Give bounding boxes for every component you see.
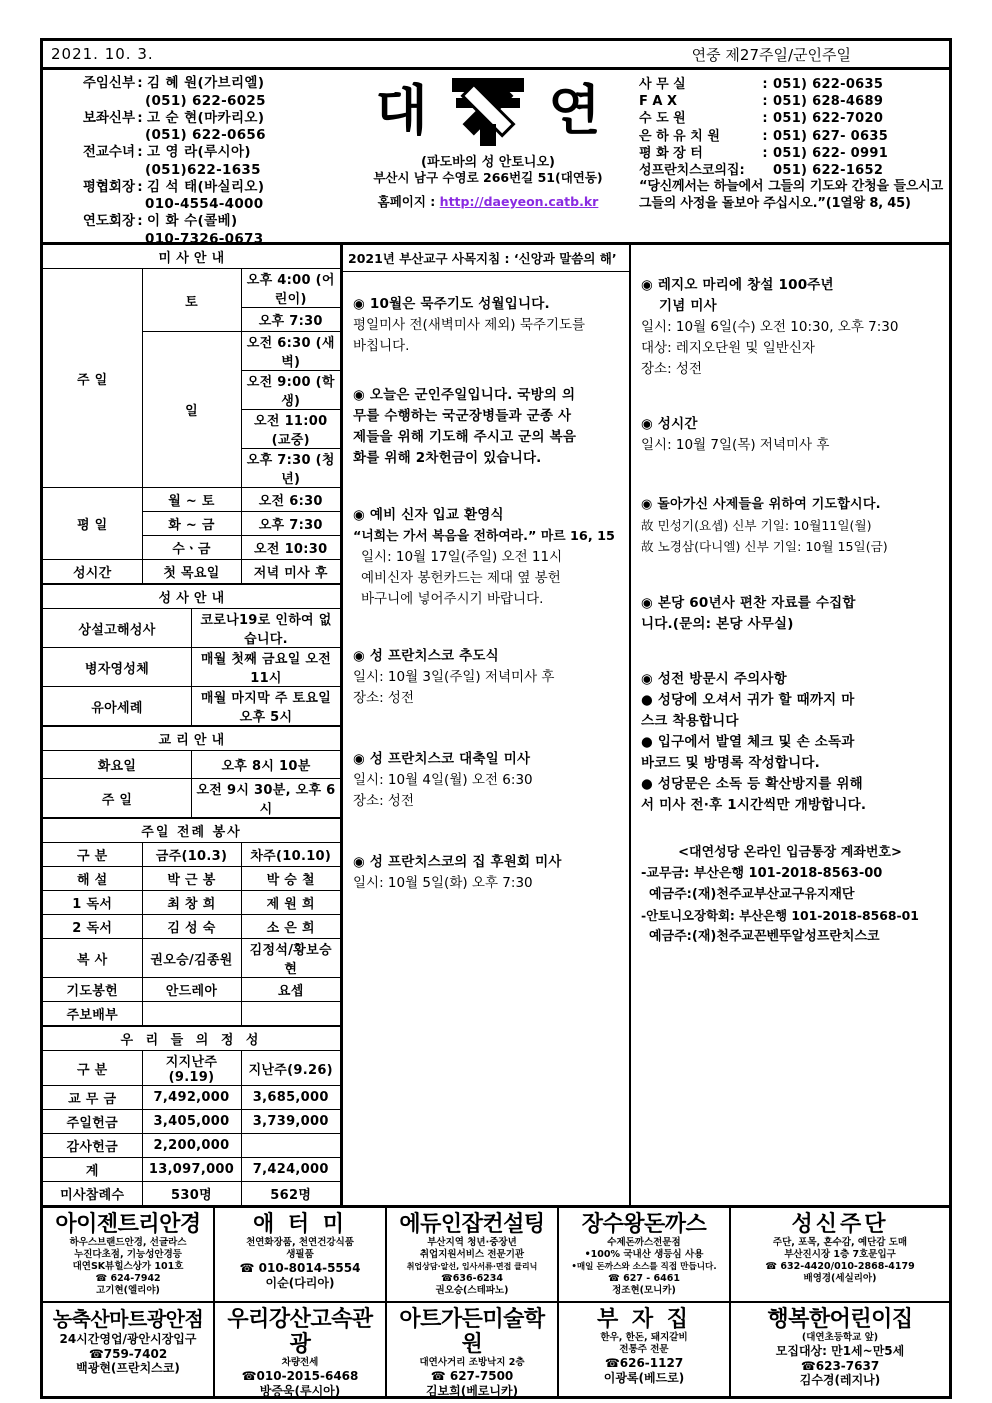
ad-contact-person: 이순(다리아) xyxy=(265,1275,335,1290)
announcement-bullet-line: ● 입구에서 발열 체크 및 손 소독과 xyxy=(641,734,855,750)
cross-emblem-icon xyxy=(438,76,538,150)
announcement-bullet-line: 서 미사 전·후 1시간씩만 개방합니다. xyxy=(641,797,867,813)
ad-card[interactable] xyxy=(731,1303,949,1396)
ad-line: •매일 돈까스와 소스를 직접 만듭니다. xyxy=(571,1262,717,1272)
offering-label: 계 xyxy=(43,1158,142,1182)
contact-name: 고 영 라(루시아) xyxy=(147,144,251,160)
liturgy-next-week: 소 은 희 xyxy=(241,915,340,939)
announcement-title: ◉ 레지오 마리에 창설 100주년 xyxy=(641,277,834,293)
ad-card[interactable] xyxy=(387,1208,559,1301)
liturgy-this-week: 안드레아 xyxy=(142,978,241,1002)
ad-line: 생필품 xyxy=(286,1249,314,1260)
homepage-link[interactable]: http://daeyeon.catb.kr xyxy=(439,194,599,209)
announcement-line: 바칩니다. xyxy=(353,338,410,354)
announcement-quote: “너희는 가서 복음을 전하여라.” 마르 16, 15 xyxy=(353,529,615,544)
contact-name: 고 순 현(마카리오) xyxy=(147,109,265,126)
announcement-line: 故 민성기(요셉) 신부 기일: 10월11일(월) xyxy=(641,518,872,533)
ad-business-name: 우리강산고속관광 xyxy=(227,1307,373,1357)
ad-contact-person: 김보희(베로니카) xyxy=(425,1383,519,1396)
colon: : xyxy=(762,128,768,144)
offering-header-1: 지지난주(9.19) xyxy=(142,1051,241,1086)
announcement-title: ◉ 성시간 xyxy=(641,416,698,432)
ad-line: 차량전세 xyxy=(281,1357,319,1368)
table-row xyxy=(43,939,340,978)
liturgy-this-week: 김 성 숙 xyxy=(142,915,241,939)
doctrine-label: 주 일 xyxy=(43,779,192,818)
ad-phone: ☎ 627 - 6461 xyxy=(608,1273,680,1284)
liturgy-this-week: 권오승/김종원 xyxy=(142,939,241,978)
announcement-line: 무를 수행하는 국군장병들과 군종 사 xyxy=(353,408,572,424)
announcement-bullet-line: 바코드 및 방명록 작성합니다. xyxy=(641,755,820,771)
ad-line: 한우, 한돈, 돼지갈비 xyxy=(600,1332,688,1343)
ad-card[interactable] xyxy=(43,1208,215,1301)
offering-label: 미사참례수 xyxy=(43,1182,142,1206)
mass-time: 저녁 미사 후 xyxy=(241,560,340,584)
announcement-title: ◉ 10월은 묵주기도 성월입니다. xyxy=(353,296,550,312)
ad-card[interactable] xyxy=(215,1303,387,1396)
ad-phone: ☎ 624-7942 xyxy=(95,1273,161,1284)
ad-business-name: 아트가든미술학원 xyxy=(399,1307,545,1357)
bulletin-header xyxy=(43,70,949,245)
liturgy-role: 2 독서 xyxy=(43,915,142,939)
office-row xyxy=(639,76,943,93)
doctrine-value: 오후 8시 10분 xyxy=(192,751,341,779)
contact-row xyxy=(49,144,339,162)
contact-phone: 010-4554-4000 xyxy=(145,196,264,212)
table-row xyxy=(43,891,340,915)
bank-account-block xyxy=(641,842,939,947)
ad-business-name: 농축산마트광안점 xyxy=(52,1307,204,1331)
liturgy-role: 주보배부 xyxy=(43,1002,142,1026)
announcement-title: ◉ 오늘은 군인주일입니다. 국방의 의 xyxy=(353,387,576,403)
offering-label: 주일헌금 xyxy=(43,1110,142,1134)
mass-day: 화 ~ 금 xyxy=(142,512,241,536)
announcement-item xyxy=(353,646,619,709)
announcement-line: 故 노경삼(다니엘) 신부 기일: 10월 15일(금) xyxy=(641,539,888,554)
liturgy-next-week: 요셉 xyxy=(241,978,340,1002)
offering-section-title: 우 리 들 의 정 성 xyxy=(43,1027,340,1051)
liturgy-header-2: 차주(10.10) xyxy=(241,843,340,867)
announcement-line: 제들을 위해 기도해 주시고 군의 복음 xyxy=(353,429,577,445)
table-row xyxy=(43,609,340,648)
ad-line: 수제돈까스전문점 xyxy=(607,1237,681,1248)
contact-phone: 010-7326-0673 xyxy=(145,230,264,247)
announcement-item xyxy=(641,414,939,456)
offering-header-2: 지난주(9.26) xyxy=(241,1051,340,1086)
doctrine-table xyxy=(43,726,340,818)
liturgy-next-week xyxy=(241,1002,340,1026)
table-header-row xyxy=(43,1051,340,1086)
ad-line: 하우스브랜드안경, 선글라스 xyxy=(69,1237,187,1248)
announcements-middle-column xyxy=(343,245,631,1205)
office-phone: 051) 622-0635 xyxy=(773,77,884,92)
liturgy-this-week xyxy=(142,1002,241,1026)
table-row xyxy=(43,1002,340,1026)
announcement-item xyxy=(641,275,939,380)
announcement-line: 평일미사 전(새벽미사 제외) 묵주기도를 xyxy=(353,317,586,333)
mass-day: 수ㆍ금 xyxy=(142,536,241,560)
announcement-title: ◉ 성 프란치스코의 집 후원회 미사 xyxy=(353,854,562,870)
ad-line: 취업상담·알선, 입사서류·면접 클리닉 xyxy=(406,1262,538,1271)
office-contacts xyxy=(633,70,949,242)
contact-name: 김 석 태(바실리오) xyxy=(147,178,265,195)
office-phone: 051) 622- 0991 xyxy=(773,145,889,161)
liturgy-section-title: 주일 전례 봉사 xyxy=(43,819,340,843)
table-row xyxy=(43,751,340,779)
mass-time: 오전 6:30 xyxy=(241,488,340,512)
contact-row xyxy=(49,179,339,197)
table-row xyxy=(43,1110,340,1134)
ad-contact-person: 백광현(프란치스코) xyxy=(76,1361,180,1375)
mass-time: 오전 11:00 (교중) xyxy=(241,410,340,449)
table-row xyxy=(43,1134,340,1158)
contact-name: 이 화 수(콜베) xyxy=(147,213,238,229)
contact-label: 연도회장 xyxy=(82,213,135,229)
announcement-line: 대상: 레지오단원 및 일반신자 xyxy=(641,340,815,356)
contact-label: 평협회장 xyxy=(82,178,135,195)
table-header-row xyxy=(43,843,340,867)
mass-day: 토 xyxy=(142,269,241,332)
ad-line: (대연초등학교 앞) xyxy=(801,1332,879,1343)
schedule-column xyxy=(43,245,343,1205)
sacrament-section-title: 성 사 안 내 xyxy=(43,585,340,609)
announcement-line: 장소: 성전 xyxy=(353,690,415,706)
colon: : xyxy=(137,178,143,195)
sunday-title: 연중 제27주일/군인주일 xyxy=(691,45,851,64)
sacrament-value: 매월 마지막 주 토요일 오후 5시 xyxy=(192,687,341,726)
mass-time: 오전 9:00 (학생) xyxy=(241,371,340,410)
account-title: <대연성당 온라인 입금통장 계좌번호> xyxy=(678,845,902,860)
colon: : xyxy=(137,144,143,160)
office-row xyxy=(639,145,943,162)
colon: : xyxy=(137,213,143,229)
logo-char-dae: 대 xyxy=(375,79,428,142)
contact-label: 보좌신부 xyxy=(82,109,135,126)
announcement-line: 일시: 10월 3일(주일) 저녁미사 후 xyxy=(353,669,555,685)
mass-time: 오후 7:30 xyxy=(241,308,340,332)
sacrament-value: 매월 첫째 금요일 오전 11시 xyxy=(192,648,341,687)
sacrament-label: 상설고해성사 xyxy=(43,609,192,648)
mass-schedule-table xyxy=(43,245,340,584)
announcement-item xyxy=(641,669,939,816)
colon: : xyxy=(762,94,768,110)
ad-phone: ☎ 627-7500 xyxy=(430,1369,514,1383)
colon: : xyxy=(762,145,768,161)
announcement-line: 일시: 10월 7일(목) 저녁미사 후 xyxy=(641,437,830,453)
table-row xyxy=(43,915,340,939)
ad-business-name: 성신주단 xyxy=(791,1212,889,1237)
offering-header-0: 구 분 xyxy=(43,1051,142,1086)
ad-phone: ☎ 010-8014-5554 xyxy=(239,1261,361,1275)
announcement-item xyxy=(353,505,619,610)
table-row xyxy=(43,867,340,891)
account-line: -안토니오장학회: 부산은행 101-2018-8568-01 xyxy=(641,908,919,923)
announcement-line: 일시: 10월 6일(수) 오전 10:30, 오후 7:30 xyxy=(641,319,899,335)
announcement-title: ◉ 성 프란치스코 대축일 미사 xyxy=(353,751,531,767)
homepage-label: 홈페이지 : xyxy=(377,194,436,209)
office-phone: 051) 622-7020 xyxy=(773,111,884,127)
liturgy-header-0: 구 분 xyxy=(43,843,142,867)
liturgy-next-week: 박 승 철 xyxy=(241,867,340,891)
announcement-title: ◉ 돌아가신 사제들을 위하여 기도합시다. xyxy=(641,497,881,512)
announcement-bullet-line: 스크 착용합니다 xyxy=(641,713,739,729)
doctrine-section-title: 교 리 안 내 xyxy=(43,727,340,751)
table-row xyxy=(43,488,340,512)
table-row xyxy=(43,1086,340,1110)
announcement-item xyxy=(353,294,619,357)
sacrament-value: 코로나19로 인하여 없습니다. xyxy=(192,609,341,648)
liturgy-role: 해 설 xyxy=(43,867,142,891)
office-row xyxy=(639,93,943,110)
liturgy-role: 1 독서 xyxy=(43,891,142,915)
office-phone: 051) 627- 0635 xyxy=(773,128,889,144)
announcement-item xyxy=(353,749,619,812)
ad-phone: ☎ 632-4420/010-2868-4179 xyxy=(765,1261,915,1272)
contact-label: 전교수녀 xyxy=(82,144,135,160)
sacrament-table xyxy=(43,584,340,726)
offering-prev1 xyxy=(241,1134,340,1158)
parish-contacts xyxy=(43,70,343,247)
announcement-title: ◉ 예비 신자 입교 환영식 xyxy=(353,507,504,523)
office-label: 수 도 원 xyxy=(639,111,686,127)
mass-time: 오전 10:30 xyxy=(241,536,340,560)
ad-phone: ☎626-1127 xyxy=(604,1356,684,1370)
offering-prev1: 3,739,000 xyxy=(241,1110,340,1134)
table-row xyxy=(43,269,340,308)
ad-business-name: 애 터 미 xyxy=(252,1212,348,1237)
office-label: F A X xyxy=(639,94,678,110)
colon: : xyxy=(762,77,768,92)
offering-table xyxy=(43,1026,340,1205)
ad-contact-person: 배영경(세실리아) xyxy=(803,1273,877,1284)
offering-prev1: 3,685,000 xyxy=(241,1086,340,1110)
colon: : xyxy=(137,109,143,126)
liturgy-this-week: 박 근 봉 xyxy=(142,867,241,891)
sacrament-label: 병자영성체 xyxy=(43,648,192,687)
offering-prev2: 530명 xyxy=(142,1182,241,1206)
ad-contact-person: 권오승(스테파노) xyxy=(435,1285,509,1296)
office-label: 사 무 실 xyxy=(639,77,686,92)
account-line: -교무금: 부산은행 101-2018-8563-00 xyxy=(641,866,883,881)
office-label: 성프란치스코의집: xyxy=(639,163,745,179)
office-row xyxy=(639,110,943,127)
ad-business-name: 부 자 집 xyxy=(596,1307,692,1332)
contact-row xyxy=(49,75,339,93)
announcement-line: 일시: 10월 17일(주일) 오전 11시 xyxy=(361,549,563,565)
homepage-row xyxy=(343,192,633,210)
liturgy-next-week: 김정석/황보승현 xyxy=(241,939,340,978)
table-row xyxy=(43,1182,340,1206)
ad-line: 전통주 전문 xyxy=(619,1344,669,1355)
doctrine-label: 화요일 xyxy=(43,751,192,779)
announcement-line: 일시: 10월 4일(월) 오전 6:30 xyxy=(353,772,533,788)
mass-section-title: 미 사 안 내 xyxy=(43,245,340,269)
announcement-title: ◉ 성 프란치스코 추도식 xyxy=(353,648,499,664)
contact-name: 김 혜 원(가브리엘) xyxy=(147,75,265,91)
ad-line: •100% 국내산 생등심 사용 xyxy=(584,1249,704,1260)
parish-address: 부산시 남구 수영로 266번길 51(대연동) xyxy=(373,170,603,185)
ad-line: 대연사거리 조방낙지 2층 xyxy=(419,1357,525,1368)
offering-prev2: 2,200,000 xyxy=(142,1134,241,1158)
contact-phone: (051) 622-0656 xyxy=(145,127,266,143)
announcements-right-column xyxy=(631,245,949,1205)
announcement-line: 장소: 성전 xyxy=(353,793,415,809)
contact-row xyxy=(49,213,339,231)
ad-business-name: 에듀인잡컨설팅 xyxy=(399,1212,545,1237)
liturgy-this-week: 최 창 희 xyxy=(142,891,241,915)
announcement-line: 일시: 10월 5일(화) 오후 7:30 xyxy=(353,875,533,891)
date-bar xyxy=(43,41,949,70)
mass-day: 일 xyxy=(142,332,241,488)
announcement-title: ◉ 성전 방문시 주의사항 xyxy=(641,671,787,687)
announcement-bullet-line: ● 성당문은 소독 등 확산방지를 위해 xyxy=(641,776,863,792)
ad-card[interactable] xyxy=(559,1303,731,1396)
ad-business-name: 장수왕돈까스 xyxy=(581,1212,707,1237)
announcement-title-cont: 니다.(문의: 본당 사무실) xyxy=(641,616,794,632)
colon: : xyxy=(137,75,143,91)
ad-card[interactable] xyxy=(43,1303,215,1396)
parish-identity xyxy=(343,70,633,242)
office-phone: 051) 628-4689 xyxy=(773,94,884,110)
ad-line: 주단, 포목, 혼수감, 예단감 도매 xyxy=(772,1237,908,1248)
mass-group: 주 일 xyxy=(43,269,142,488)
liturgy-role: 복 사 xyxy=(43,939,142,978)
contact-phone: (051)622-1635 xyxy=(145,161,261,178)
ad-line: 24시간영업/광안시장입구 xyxy=(59,1332,197,1346)
liturgy-next-week: 제 원 희 xyxy=(241,891,340,915)
ad-phone: ☎636-6234 xyxy=(440,1273,504,1284)
ad-contact-person: 방증욱(루시아) xyxy=(259,1383,341,1396)
mass-day: 월 ~ 토 xyxy=(142,488,241,512)
office-row xyxy=(639,162,943,179)
table-row xyxy=(43,1158,340,1182)
office-row xyxy=(639,128,943,145)
offering-label: 감사헌금 xyxy=(43,1134,142,1158)
table-row xyxy=(43,648,340,687)
ad-card[interactable] xyxy=(387,1303,559,1396)
announcement-line: 바구니에 넣어주시기 바랍니다. xyxy=(361,591,544,607)
announcement-line: 예비신자 봉헌카드는 제대 옆 봉헌 xyxy=(361,570,561,586)
mass-day: 첫 목요일 xyxy=(142,560,241,584)
ad-contact-person: 이광록(베드로) xyxy=(603,1370,685,1385)
mass-group: 평 일 xyxy=(43,488,142,560)
mass-time: 오후 7:30 xyxy=(241,512,340,536)
account-line: 예금주:(재)천주교꼰벤뚜알성프란치스코 xyxy=(649,929,880,944)
announcement-line: 화를 위해 2차헌금이 있습니다. xyxy=(353,450,542,466)
mass-time: 오후 7:30 (청년) xyxy=(241,449,340,488)
contact-phone: (051) 622-6025 xyxy=(145,92,266,109)
office-label: 은 하 유 치 원 xyxy=(639,128,720,144)
advertisement-section xyxy=(43,1208,949,1396)
ad-line: 천연화장품, 천연건강식품 xyxy=(246,1237,354,1248)
offering-prev2: 13,097,000 xyxy=(142,1158,241,1182)
ad-row-2 xyxy=(43,1303,949,1396)
ad-business-name: 행복한어린이집 xyxy=(767,1307,913,1332)
ad-line: 부산진시장 1층 7호문입구 xyxy=(784,1249,896,1260)
table-row xyxy=(43,687,340,726)
pastoral-theme-banner: 2021년 부산교구 사목지침 : ‘신앙과 말씀의 해’ xyxy=(343,245,629,272)
announcement-item xyxy=(641,494,939,557)
ad-card[interactable] xyxy=(559,1208,731,1301)
sacrament-label: 유아세례 xyxy=(43,687,192,726)
office-label: 평 화 장 터 xyxy=(639,145,703,161)
liturgy-header-1: 금주(10.3) xyxy=(142,843,241,867)
contact-label: 주임신부 xyxy=(82,75,135,91)
colon xyxy=(759,162,771,179)
ad-phone: ☎010-2015-6468 xyxy=(241,1369,359,1383)
ad-line: 모집대상: 만1세~만5세 xyxy=(775,1344,905,1358)
ad-contact-person: 정조현(모니카) xyxy=(612,1285,676,1296)
bulletin-frame xyxy=(40,38,952,1399)
colon: : xyxy=(762,111,768,127)
doctrine-value: 오전 9시 30분, 오후 6시 xyxy=(192,779,341,818)
offering-prev1: 562명 xyxy=(241,1182,340,1206)
ad-contact-person: 고기현(엘리야) xyxy=(96,1285,160,1296)
ad-contact-person: 김수경(레지나) xyxy=(799,1373,881,1387)
account-line: 예금주:(재)천주교부산교구유지재단 xyxy=(649,887,855,902)
announcement-item xyxy=(353,385,619,469)
table-row xyxy=(43,779,340,818)
offering-prev2: 7,492,000 xyxy=(142,1086,241,1110)
scripture-quote: “당신께서는 하늘에서 그들의 기도와 간청을 들으시고 그들의 사정을 돌보아 주십시오.”(1열왕 8, 45) xyxy=(639,179,943,211)
table-row xyxy=(43,560,340,584)
ad-line: 부산지역 청년·중장년 xyxy=(427,1237,517,1248)
logo-char-yeon: 연 xyxy=(548,79,601,142)
ad-row-1 xyxy=(43,1208,949,1303)
mass-time: 오전 6:30 (새벽) xyxy=(241,332,340,371)
ad-business-name: 아이젠트리안경 xyxy=(55,1212,201,1237)
office-phone: 051) 622-1652 xyxy=(773,163,884,179)
ad-phone: ☎623-7637 xyxy=(800,1358,880,1373)
ad-line: 누진다초점, 기능성안경등 xyxy=(74,1249,182,1260)
ad-card[interactable] xyxy=(731,1208,949,1301)
announcement-bullet-line: ● 성당에 오셔서 귀가 할 때까지 마 xyxy=(641,692,855,708)
table-row xyxy=(43,978,340,1002)
liturgy-service-table xyxy=(43,818,340,1026)
announcement-item xyxy=(641,593,939,635)
ad-line: 취업지원서비스 전문기관 xyxy=(419,1249,525,1260)
ad-card[interactable] xyxy=(215,1208,387,1301)
mass-group: 성시간 xyxy=(43,560,142,584)
announcement-item xyxy=(353,852,619,894)
offering-prev1: 7,424,000 xyxy=(241,1158,340,1182)
announcement-line: 장소: 성전 xyxy=(641,361,703,377)
ad-phone: ☎759-7402 xyxy=(88,1346,168,1361)
parish-logo xyxy=(343,72,633,154)
liturgy-role: 기도봉헌 xyxy=(43,978,142,1002)
offering-prev2: 3,405,000 xyxy=(142,1110,241,1134)
announcement-title: ◉ 본당 60년사 편찬 자료를 수집합 xyxy=(641,595,856,611)
patron-saint: (파도바의 성 안토니오) xyxy=(421,155,555,170)
bulletin-date: 2021. 10. 3. xyxy=(51,45,154,63)
bulletin-body xyxy=(43,245,949,1208)
announcement-title-cont: 기념 미사 xyxy=(659,298,717,314)
contact-row xyxy=(49,110,339,128)
offering-label: 교 무 금 xyxy=(43,1086,142,1110)
ad-line: 대연SK뷰힐스상가 101호 xyxy=(72,1261,184,1272)
mass-time: 오후 4:00 (어린이) xyxy=(241,269,340,308)
